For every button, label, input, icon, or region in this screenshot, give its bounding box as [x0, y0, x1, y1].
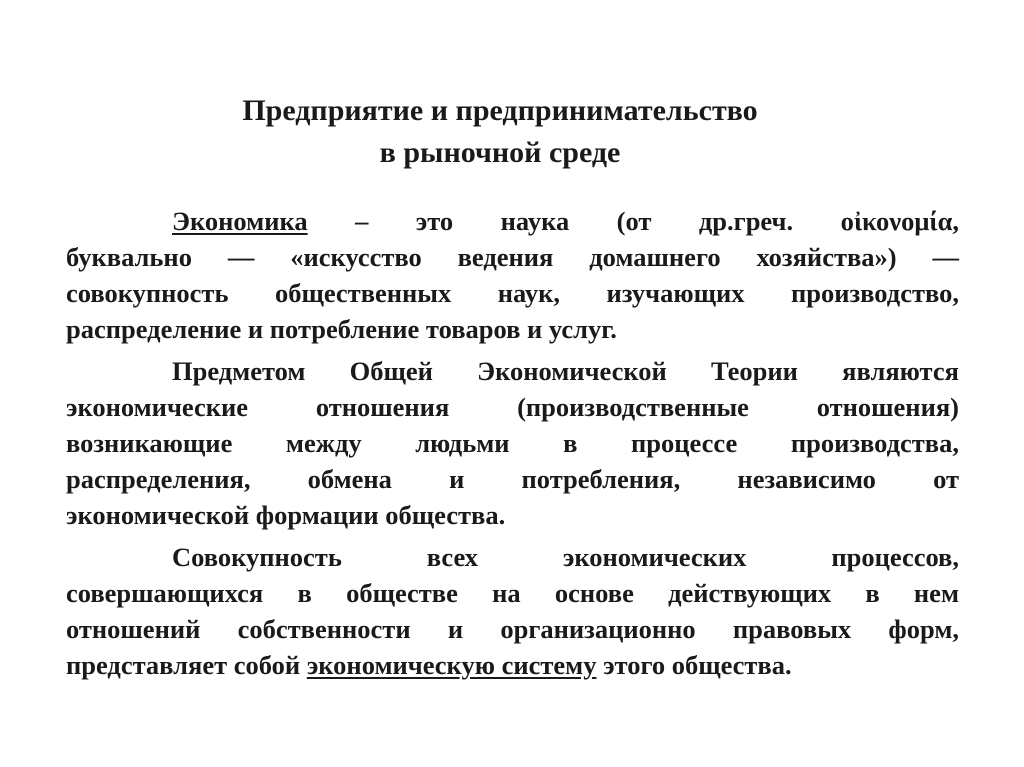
paragraph-subject-of-theory [66, 353, 959, 533]
text-line: совершающихся в обществе на основе действующих в нем [66, 578, 959, 608]
term-economic-system: экономическую систему [306, 650, 597, 680]
title-line-1: Предприятие и предпринимательство [242, 94, 758, 127]
text-line: буквально — «искусство ведения домашнего хозяйства») — [66, 242, 959, 272]
text-line: совокупность общественных наук, изучающих производство, [66, 278, 959, 308]
text-line: Совокупность всех экономических процессов, [172, 542, 959, 572]
term-economics: Экономика [172, 206, 308, 236]
text-line: представляет собой экономическую систему этого общества. [66, 650, 792, 680]
paragraph-economic-system [66, 539, 959, 683]
slide-title [0, 90, 1000, 174]
text-line: отношений собственности и организационно правовых форм, [66, 614, 959, 644]
text-line: распределение и потребление товаров и услуг. [66, 314, 617, 344]
text-line: экономической формации общества. [66, 500, 506, 530]
text-line: Предметом Общей Экономической Теории являются [172, 356, 959, 386]
slide-body [66, 203, 959, 689]
text-line: распределения, обмена и потребления, независимо от [66, 464, 959, 494]
text-line: Экономика – это наука (от др.греч. οἰκονομία, [172, 206, 959, 236]
paragraph-economics-definition [66, 203, 959, 347]
title-line-2: в рыночной среде [379, 136, 621, 169]
text-line: возникающие между людьми в процессе производства, [66, 428, 959, 458]
text-line: экономические отношения (производственные отношения) [66, 392, 959, 422]
